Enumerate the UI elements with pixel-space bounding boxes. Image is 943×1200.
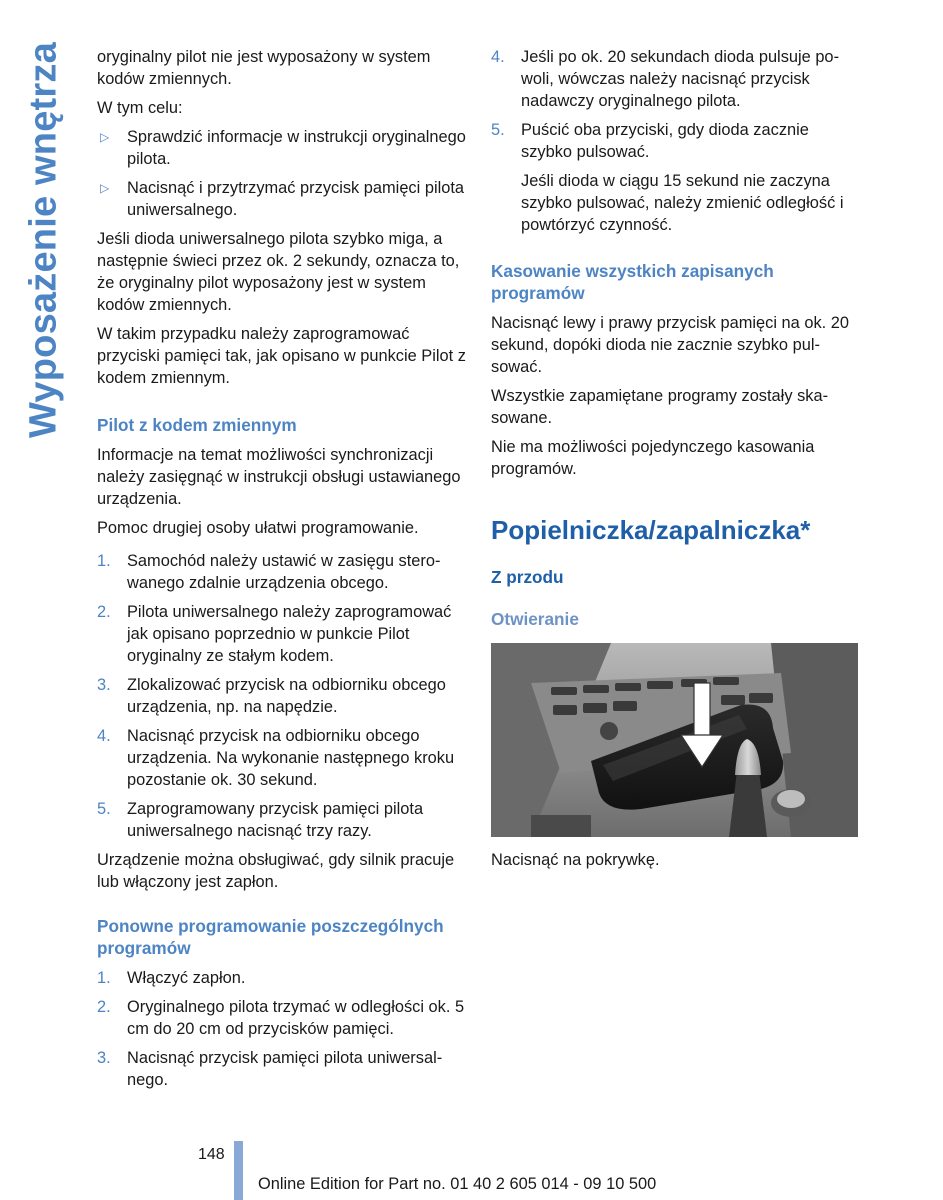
- list-item: 4. Nacisnąć przycisk na odbiorniku obcego urządzenia. Na wykonanie następnego kroku pozostanie ok. 30 sekund.: [97, 727, 455, 789]
- triangle-bullet-icon: ▷: [100, 181, 110, 195]
- paragraph: Nie ma możliwości pojedynczego kasowania programów.: [491, 438, 815, 478]
- bullet-list: [97, 126, 467, 221]
- list-item: 1. Włączyć zapłon.: [97, 969, 246, 987]
- triangle-bullet-icon: ▷: [100, 130, 110, 144]
- section-side-title-text: Wyposażenie wnętrza: [22, 42, 65, 438]
- list-item: 4. Jeśli po ok. 20 sekundach dioda pulsuje powoli, wówczas należy nacisnąć przycisk nadawczy oryginalnego pilota.: [491, 48, 840, 110]
- paragraph: Wszystkie zapamiętane programy zostały skasowane.: [491, 387, 829, 427]
- heading-ponowne-programowanie: Ponowne programowanie poszczególnych programów: [97, 916, 444, 958]
- numbered-list: [97, 550, 467, 842]
- numbered-list: [97, 967, 467, 1091]
- edition-note: Online Edition for Part no. 01 40 2 605 014 - 09 10 500: [258, 1175, 657, 1193]
- list-item: 2. Pilota uniwersalnego należy zaprogramować jak opisano poprzednio w punkcie Pilot oryginalny ze stałym kodem.: [97, 603, 452, 665]
- numbered-list: [491, 46, 861, 163]
- image-caption: Nacisnąć na pokrywkę.: [491, 851, 660, 869]
- paragraph: Informacje na temat możliwości synchronizacji należy zasięgnąć w instrukcji obsługi ustawianego urządzenia.: [97, 446, 461, 508]
- list-item: 3. Zlokalizować przycisk na odbiorniku obcego urządzenia, np. na napędzie.: [97, 676, 446, 716]
- paragraph: Nacisnąć lewy i prawy przycisk pamięci na ok. 20 sekund, dopóki dioda nie zacznie szybko pulsować.: [491, 314, 849, 376]
- paragraph: W tym celu:: [97, 99, 183, 117]
- paragraph: Pomoc drugiej osoby ułatwi programowanie.: [97, 519, 419, 537]
- heading-popielniczka: Popielniczka/zapalniczka*: [491, 515, 811, 545]
- paragraph: oryginalny pilot nie jest wyposażony w system kodów zmiennych.: [97, 48, 431, 88]
- paragraph: Jeśli dioda uniwersalnego pilota szybko miga, a następnie świeci przez ok. 2 sekundy, oznacza to, że oryginalny pilot wyposażony jest w system kodów zmiennych.: [97, 230, 460, 314]
- paragraph: Urządzenie można obsługiwać, gdy silnik pracuje lub włączony jest zapłon.: [97, 851, 455, 891]
- footer-bar: [234, 1141, 243, 1200]
- page-number: 148: [198, 1146, 225, 1163]
- paragraph: W takim przypadku należy zaprogramować przyciski pamięci tak, jak opisano w punkcie Pilot z kodem zmiennym.: [97, 325, 466, 387]
- heading-pilot-z-kodem: Pilot z kodem zmiennym: [97, 415, 297, 435]
- ashtray-photo: [491, 643, 858, 837]
- bullet-text: Nacisnąć i przytrzymać przycisk pamięci pilota uniwersalnego.: [127, 179, 465, 219]
- list-item: 5. Puścić oba przyciski, gdy dioda zacznie szybko pulsować.: [491, 121, 809, 161]
- heading-kasowanie: Kasowanie wszystkich zapisanych programów: [491, 261, 774, 303]
- bullet-text: Sprawdzić informacje w instrukcji oryginalnego pilota.: [127, 128, 466, 168]
- list-item: 3. Nacisnąć przycisk pamięci pilota uniwersalnego.: [97, 1049, 443, 1089]
- list-item: 5. Zaprogramowany przycisk pamięci pilota uniwersalnego nacisnąć trzy razy.: [97, 800, 424, 840]
- list-item: 2. Oryginalnego pilota trzymać w odległości ok. 5 cm do 20 cm od przycisków pamięci.: [97, 998, 465, 1038]
- heading-z-przodu: Z przodu: [491, 567, 564, 587]
- step-note: Jeśli dioda w ciągu 15 sekund nie zaczyna szybko pulsować, należy zmienić odległość i powtórzyć czynność.: [521, 172, 844, 234]
- list-item: 1. Samochód należy ustawić w zasięgu sterowanego zdalnie urządzenia obcego.: [97, 552, 441, 592]
- right-column: [491, 46, 861, 878]
- heading-otwieranie: Otwieranie: [491, 609, 579, 629]
- left-column: [97, 46, 467, 1098]
- section-side-title: [14, 40, 74, 440]
- ashtray-illustration: [491, 643, 858, 837]
- bullet-item: [97, 177, 467, 221]
- bullet-item: [97, 126, 467, 170]
